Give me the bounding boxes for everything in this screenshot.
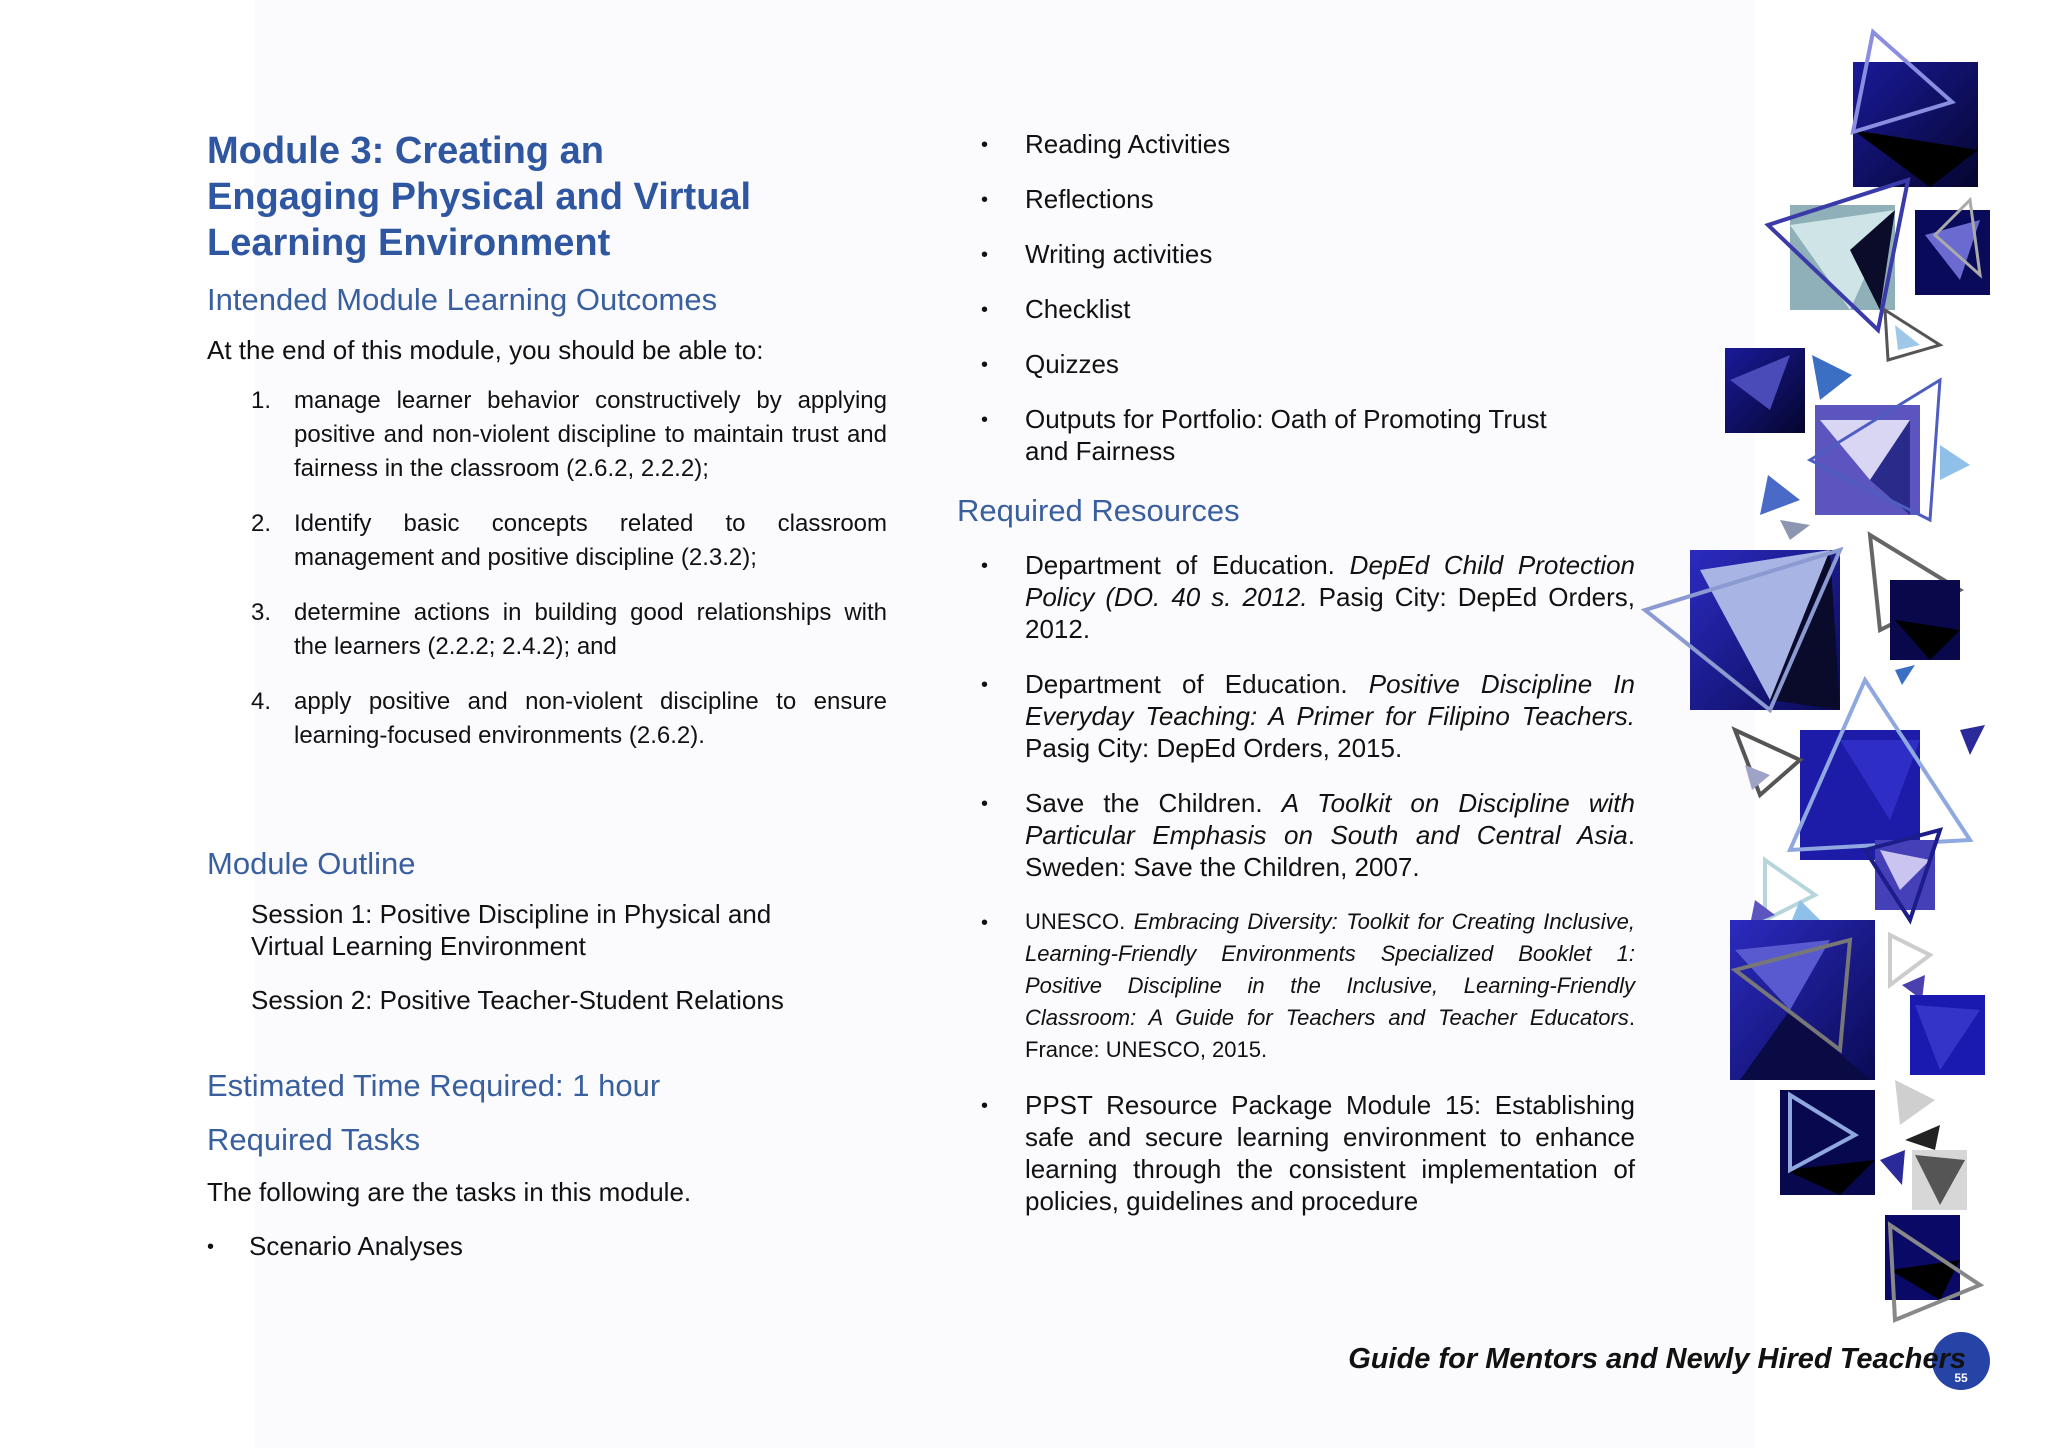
geometric-decoration <box>1640 20 2020 1360</box>
task-item <box>957 128 1637 160</box>
triangle-shape <box>1895 1080 1935 1125</box>
resource-text: PPST Resource Package Module 15: Establishing safe and secure learning environment to enhance learning through the consistent implementation of policies, guidelines and procedure <box>1025 1090 1635 1216</box>
module-title-line-3: Learning Environment <box>207 222 611 264</box>
right-column <box>957 128 1637 1240</box>
outcome-text: apply positive and non-violent discipline to ensure learning-focused environments (2.6.2). <box>294 688 887 749</box>
triangle-shape <box>1812 355 1852 400</box>
resource-item <box>957 1089 1635 1217</box>
outcome-item <box>251 384 887 486</box>
outline-sessions <box>251 898 897 1016</box>
task-text: Outputs for Portfolio: Oath of Promoting Trust and Fairness <box>1025 404 1547 466</box>
resource-title: A Toolkit on Discipline with Particular Emphasis on South and Central Asia <box>1025 788 1635 850</box>
outcome-number: 4. <box>251 688 272 715</box>
outcome-number: 1. <box>251 387 272 414</box>
resource-title: Embracing Diversity: Toolkit for Creating Inclusive, Learning-Friendly Environments Specialized Booklet 1: Positive Discipline in the Inclusive, Learning-Friendly Classroom: A Guide for Teachers and Teacher Educators <box>1025 909 1635 1030</box>
outline-heading: Module Outline <box>207 846 416 881</box>
resource-item <box>957 668 1635 764</box>
task-item <box>957 293 1637 325</box>
bullet: • <box>981 134 989 156</box>
task-item <box>957 348 1637 380</box>
triangle-shape <box>1905 1125 1940 1150</box>
resource-title: Positive Discipline In Everyday Teaching: A Primer for Filipino Teachers. <box>1025 669 1635 731</box>
left-column <box>207 128 897 1262</box>
bullet: • <box>207 1236 215 1258</box>
triangle-outline <box>1885 310 1940 360</box>
task-text: Reading Activities <box>1025 129 1231 159</box>
bullet: • <box>981 555 989 577</box>
bullet: • <box>981 299 989 321</box>
resource-publisher: . Sweden: Save the Children, 2007. <box>1025 820 1635 882</box>
outcomes-intro: At the end of this module, you should be able to: <box>207 335 764 365</box>
resource-publisher: Pasig City: DepEd Orders, 2012. <box>1025 582 1635 644</box>
task-text: Reflections <box>1025 184 1154 214</box>
square-shape <box>1890 580 1960 660</box>
resources-list <box>957 549 1637 1217</box>
tasks-heading: Required Tasks <box>207 1122 421 1157</box>
resource-publisher: . France: UNESCO, 2015. <box>1025 1005 1635 1062</box>
resource-item <box>957 549 1635 645</box>
resource-title: DepEd Child Protection Policy (DO. 40 s. 2012. <box>1025 550 1635 612</box>
task-item <box>957 403 1585 467</box>
outcome-text: Identify basic concepts related to classroom management and positive discipline (2.3.2); <box>294 510 887 571</box>
module-title-line-2: Engaging Physical and Virtual <box>207 176 752 218</box>
square-shape <box>1912 1150 1967 1210</box>
outcome-item <box>251 685 887 753</box>
session-item: Session 1: Positive Discipline in Physical and Virtual Learning Environment <box>251 899 772 961</box>
outcome-text: manage learner behavior constructively by applying positive and non-violent discipline to maintain trust and fairness in the classroom (2.6.2, 2.2.2); <box>294 387 887 482</box>
task-item <box>207 1230 897 1262</box>
task-text: Scenario Analyses <box>249 1231 463 1261</box>
module-title <box>207 128 897 266</box>
square-shape <box>1910 995 1985 1075</box>
resource-publisher: Pasig City: DepEd Orders, 2015. <box>1025 733 1403 763</box>
bullet: • <box>981 244 989 266</box>
square-shape <box>1725 348 1805 433</box>
resource-author: Department of Education. <box>1025 550 1350 580</box>
module-title-line-1: Module 3: Creating an <box>207 130 604 172</box>
square-shape <box>1780 1090 1875 1195</box>
resource-item <box>957 787 1635 883</box>
triangle-shape <box>1880 1150 1905 1185</box>
triangle-shape <box>1760 475 1800 515</box>
resource-author: Save the Children. <box>1025 788 1282 818</box>
resource-item <box>957 906 1635 1066</box>
bullet: • <box>981 793 989 815</box>
task-text: Quizzes <box>1025 349 1119 379</box>
outcome-number: 3. <box>251 599 272 626</box>
task-text: Writing activities <box>1025 239 1213 269</box>
footer-title: Guide for Mentors and Newly Hired Teachers <box>1348 1343 1966 1375</box>
tasks-list-right <box>957 128 1637 467</box>
triangle-shape <box>1895 665 1915 685</box>
page-number-badge: 55 <box>1932 1332 1990 1390</box>
bullet: • <box>981 1095 989 1117</box>
task-item <box>957 183 1637 215</box>
time-heading: Estimated Time Required: 1 hour <box>207 1068 661 1103</box>
outcome-number: 2. <box>251 510 272 537</box>
outcome-item <box>251 507 887 575</box>
resources-heading: Required Resources <box>957 493 1240 528</box>
square-shape <box>1730 920 1875 1080</box>
bullet: • <box>981 189 989 211</box>
task-text: Checklist <box>1025 294 1131 324</box>
triangle-shape <box>1940 445 1970 480</box>
bullet: • <box>981 354 989 376</box>
bullet: • <box>981 912 989 934</box>
outcome-text: determine actions in building good relationships with the learners (2.2.2; 2.4.2); and <box>294 599 887 660</box>
outcome-item <box>251 596 887 664</box>
bullet: • <box>981 409 989 431</box>
task-item <box>957 238 1637 270</box>
outcomes-list <box>251 384 887 753</box>
session-item: Session 2: Positive Teacher-Student Relations <box>251 985 784 1015</box>
tasks-intro: The following are the tasks in this module. <box>207 1177 692 1207</box>
resource-author: UNESCO. <box>1025 909 1134 934</box>
bullet: • <box>981 674 989 696</box>
square-shape <box>1815 405 1920 515</box>
triangle-shape <box>1780 520 1810 540</box>
resource-author: Department of Education. <box>1025 669 1369 699</box>
triangle-outline <box>1735 730 1800 795</box>
tasks-list-left <box>207 1230 897 1262</box>
triangle-shape <box>1960 725 1985 755</box>
outcomes-heading: Intended Module Learning Outcomes <box>207 282 718 317</box>
